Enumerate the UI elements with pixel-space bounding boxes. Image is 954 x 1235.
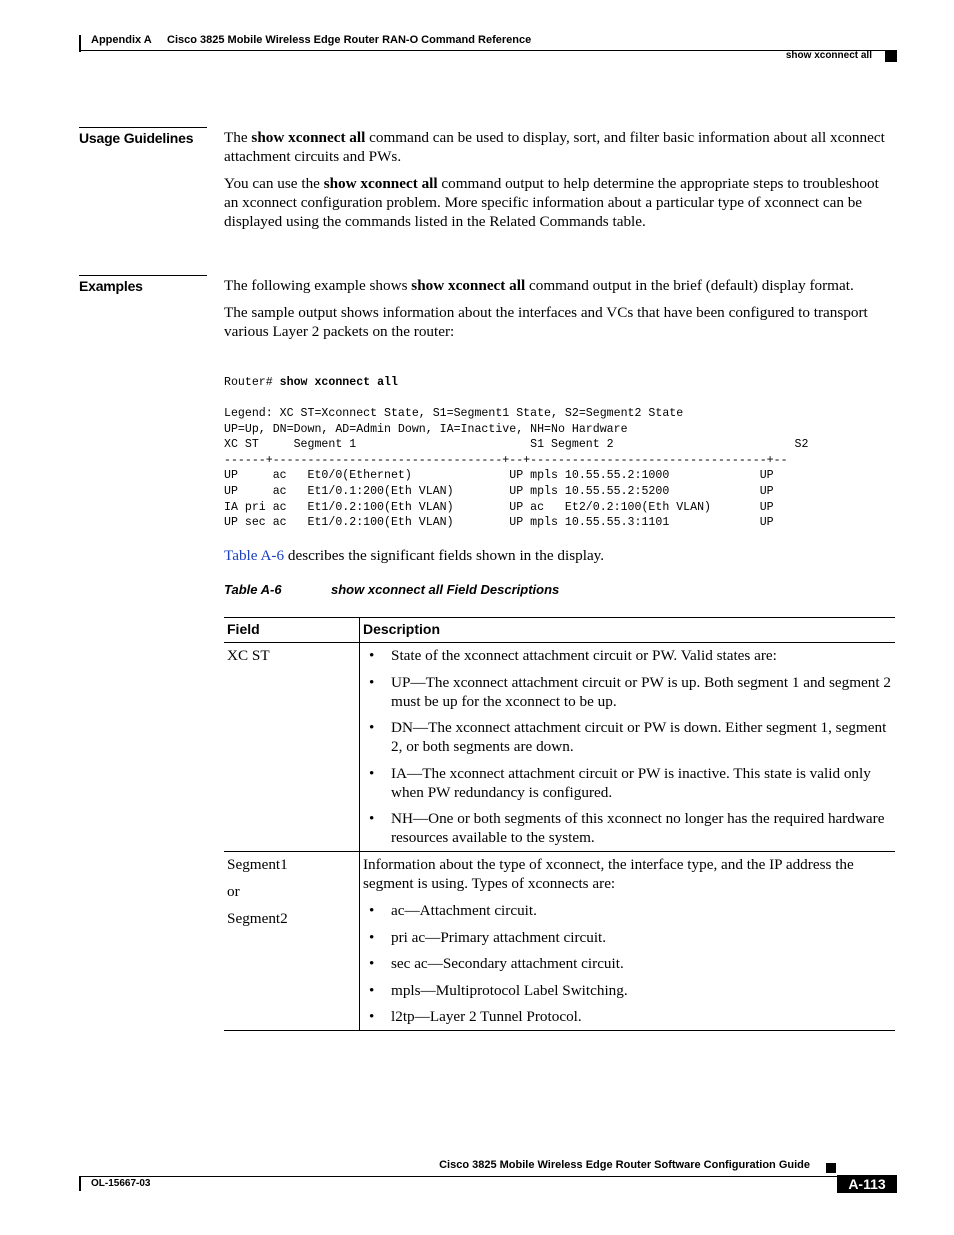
command-output: Legend: XC ST=Xconnect State, S1=Segment1 State, S2=Segment2 State UP=Up, DN=Down, AD=Admin Down, IA=Inactive, NH=No Hardware XC ST Segment 1 S1 Segment 2 S2 ------+---------------------------------+--+----------------------------------+-- UP ac Et0/0(Ethernet) UP mpls 10.55.55.2:1000 UP UP ac Et1/0.1:200(Eth VLAN) UP mpls 10.55.55.2:5200 UP IA pri ac Et1/0.2:100(Eth VLAN) UP ac Et2/0.2:100(Eth VLAN) UP UP sec ac Et1/0.2:100(Eth VLAN) UP mpls 10.55.55.3:1101 UP xyxy=(224,407,809,530)
list-item: • l2tp—Layer 2 Tunnel Protocol. xyxy=(363,1007,892,1026)
usage-paragraph-1: The show xconnect all command can be used to display, sort, and filter basic information about all xconnect attachment circuits and PWs. xyxy=(224,129,885,165)
list-item: • mpls—Multiprotocol Label Switching. xyxy=(363,981,892,1000)
description-intro: Information about the type of xconnect, the interface type, and the IP address the segment is using. Types of xconnects are: xyxy=(363,856,854,892)
field-name-line: or xyxy=(227,883,240,900)
table-caption-number: Table A-6 xyxy=(224,582,282,597)
command-name: show xconnect all xyxy=(411,277,526,294)
column-header-description: Description xyxy=(360,618,896,643)
list-item: • State of the xconnect attachment circuit or PW. Valid states are: xyxy=(363,646,892,665)
bullet-list xyxy=(363,646,892,847)
footer-marker xyxy=(826,1163,836,1173)
table-header-row xyxy=(224,618,895,643)
field-name-line: Segment1 xyxy=(227,856,288,873)
header-appendix: Appendix A xyxy=(91,34,152,46)
field-name: XC ST xyxy=(224,643,360,852)
footer-doc-id: OL-15667-03 xyxy=(91,1178,151,1189)
command-name: show xconnect all xyxy=(323,175,438,192)
examples-paragraph-2: The sample output shows information about the interfaces and VCs that have been configured to transport various Layer 2 packets on the router: xyxy=(224,304,868,340)
command-name: show xconnect all xyxy=(251,129,366,146)
table-reference: Table A-6 describes the significant fields shown in the display. xyxy=(224,547,605,564)
list-item: • DN—The xconnect attachment circuit or PW is down. Either segment 1, segment 2, or both segments are down. xyxy=(363,718,892,756)
header-title: Cisco 3825 Mobile Wireless Edge Router RAN-O Command Reference xyxy=(167,34,532,46)
field-name xyxy=(224,852,360,1031)
column-header-field: Field xyxy=(224,618,360,643)
usage-paragraph-2: You can use the show xconnect all command output to help determine the appropriate steps to troubleshoot an xconnect configuration problem. More specific information about a particular type of xconnect can be displayed using the commands listed in the Related Commands table. xyxy=(224,175,879,230)
footer-rule xyxy=(79,1176,897,1177)
table-row xyxy=(224,643,895,852)
header-rule xyxy=(79,50,897,51)
footer-bar xyxy=(79,1176,81,1191)
command-prompt: Router# show xconnect all xyxy=(224,376,398,389)
examples-heading: Examples xyxy=(79,275,207,294)
usage-heading: Usage Guidelines xyxy=(79,127,207,146)
list-item: • pri ac—Primary attachment circuit. xyxy=(363,928,892,947)
header-marker xyxy=(885,51,897,62)
field-description xyxy=(360,852,896,1031)
bullet-list xyxy=(363,901,892,1026)
list-item: • ac—Attachment circuit. xyxy=(363,901,892,920)
list-item: • IA—The xconnect attachment circuit or PW is inactive. This state is valid only when PW redundancy is configured. xyxy=(363,764,892,802)
list-item: • sec ac—Secondary attachment circuit. xyxy=(363,954,892,973)
table-link[interactable]: Table A-6 xyxy=(224,547,285,564)
field-name-line: Segment2 xyxy=(227,910,288,927)
list-item: • NH—One or both segments of this xconnect no longer has the required hardware resources available to the system. xyxy=(363,809,892,847)
field-description xyxy=(360,643,896,852)
examples-paragraph-1: The following example shows show xconnect all command output in the brief (default) display format. xyxy=(224,277,854,294)
list-item: • UP—The xconnect attachment circuit or PW is up. Both segment 1 and segment 2 must be up for the xconnect to be up. xyxy=(363,673,892,711)
table-caption-title: show xconnect all Field Descriptions xyxy=(331,582,560,597)
footer-guide-title: Cisco 3825 Mobile Wireless Edge Router Software Configuration Guide xyxy=(439,1159,810,1171)
page-number: A-113 xyxy=(837,1175,897,1193)
table-row xyxy=(224,852,895,1031)
field-descriptions-table xyxy=(224,617,895,1031)
header-section: show xconnect all xyxy=(785,50,872,61)
